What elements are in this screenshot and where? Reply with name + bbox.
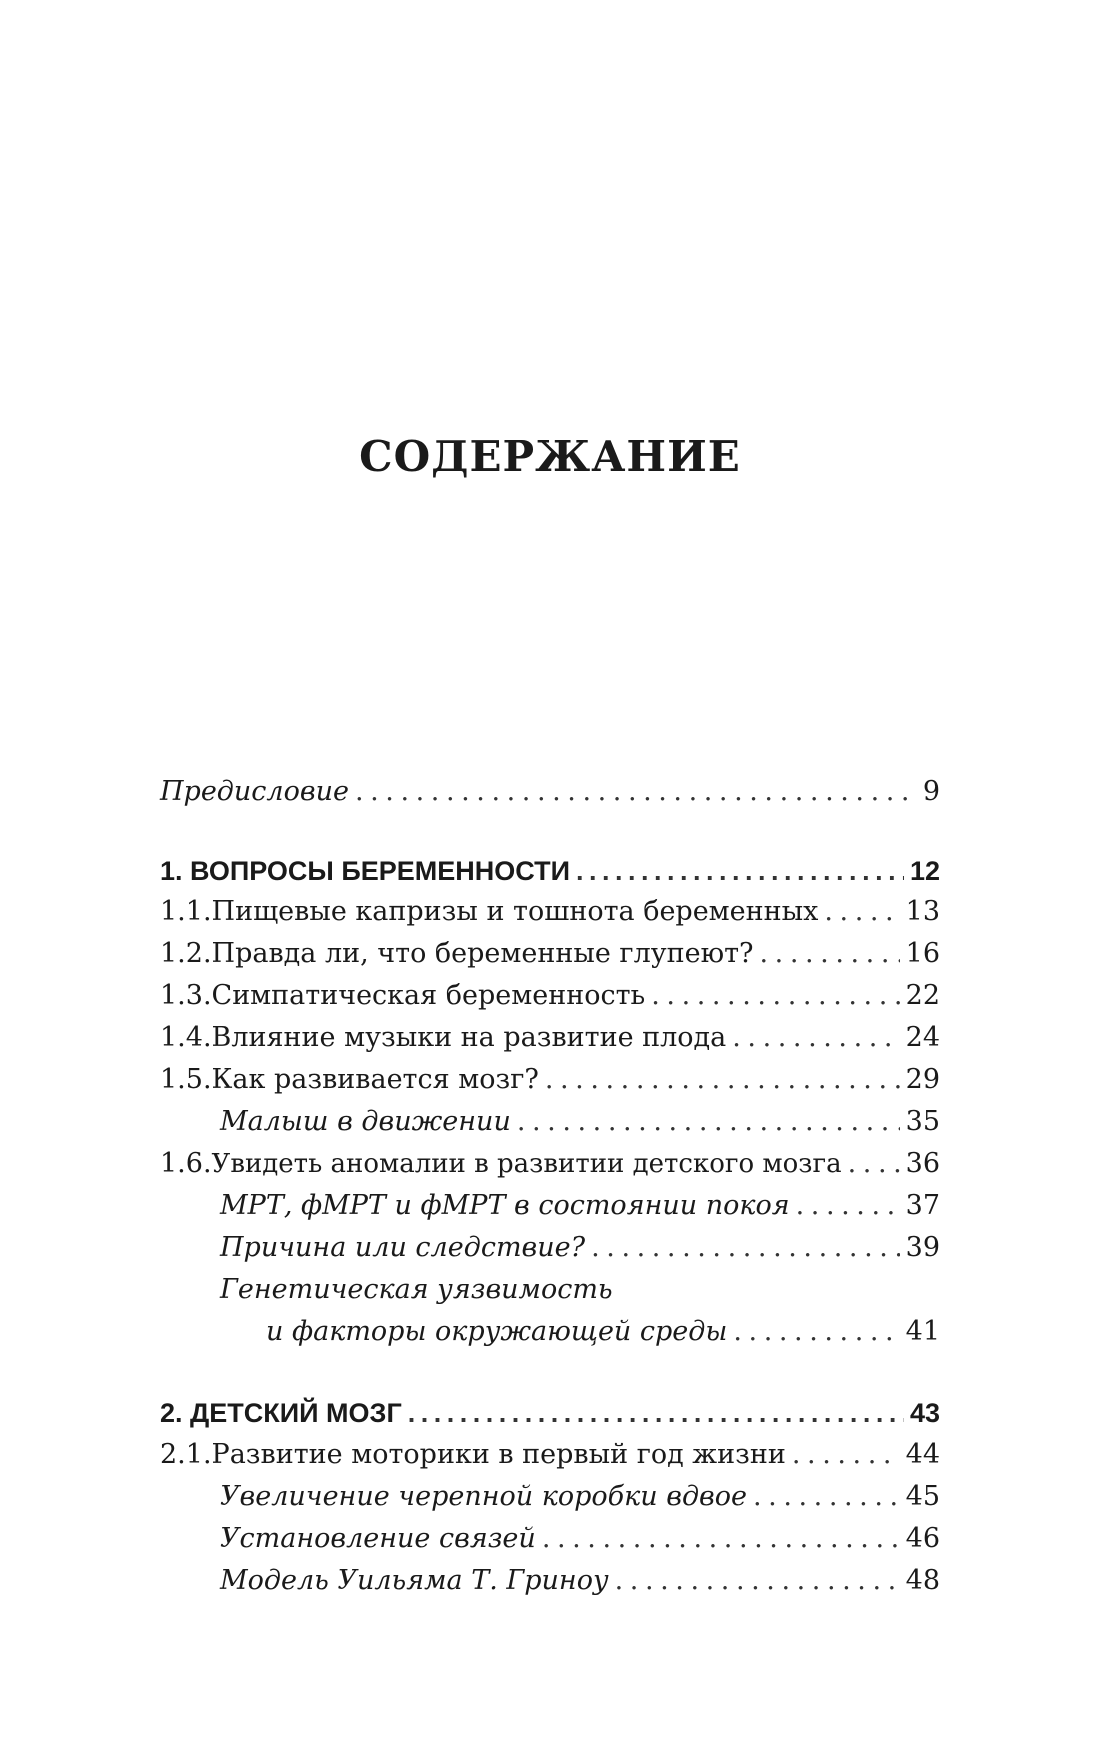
toc-subentry[interactable]	[220, 1564, 940, 1598]
leader-dots	[733, 1315, 899, 1349]
toc-entry-1-1[interactable]	[160, 895, 940, 929]
toc-page-number: 13	[905, 896, 940, 927]
toc-page-number: 43	[909, 1398, 940, 1428]
leader-dots	[615, 1564, 900, 1598]
toc-entry-label: 2. ДЕТСКИЙ МОЗГ	[160, 1398, 402, 1428]
toc-section-number: 1.1.	[160, 896, 212, 927]
toc-entry-preface[interactable]	[160, 775, 940, 809]
toc-entry-label: и факторы окружающей среды	[266, 1316, 728, 1347]
leader-dots	[796, 1189, 900, 1223]
toc-page-number: 48	[905, 1565, 940, 1596]
toc-page-number: 39	[905, 1232, 940, 1263]
toc-subentry[interactable]	[220, 1189, 940, 1223]
toc-entry-label: Увеличение черепной коробки вдвое	[220, 1481, 748, 1512]
toc-subentry[interactable]	[220, 1480, 940, 1514]
leader-dots	[651, 979, 899, 1013]
toc-page-number: 41	[905, 1316, 940, 1347]
toc-page-number: 29	[905, 1064, 940, 1095]
toc-entry-1-4[interactable]	[160, 1021, 940, 1055]
leader-dots	[355, 775, 917, 809]
toc-section-number: 1.5.	[160, 1064, 212, 1095]
leader-dots	[576, 854, 904, 888]
leader-dots	[732, 1021, 899, 1055]
toc-page-number: 35	[905, 1106, 940, 1137]
leader-dots	[792, 1438, 900, 1472]
toc-page-number: 22	[905, 980, 940, 1011]
toc-page-number: 36	[905, 1148, 940, 1179]
leader-dots	[591, 1231, 900, 1265]
toc-subentry[interactable]	[220, 1231, 940, 1265]
leader-dots	[517, 1105, 900, 1139]
toc-entry-label: Как развивается мозг?	[211, 1064, 539, 1095]
toc-section-number: 1.2.	[160, 938, 212, 969]
toc-entry-2-1[interactable]	[160, 1438, 940, 1472]
toc-entry-label: Предисловие	[160, 776, 349, 807]
toc-entry-label: Увидеть аномалии в развитии детского мозга	[211, 1149, 842, 1179]
toc-subentry-line-1[interactable]: Генетическая уязвимость	[220, 1274, 613, 1305]
toc-entry-label: Симпатическая беременность	[211, 980, 646, 1011]
toc-section-number: 1.4.	[160, 1022, 212, 1053]
toc-entry-label: Пищевые капризы и тошнота беременных	[211, 896, 819, 927]
toc-section-number: 2.1.	[160, 1439, 212, 1470]
leader-dots	[545, 1063, 900, 1097]
toc-entry-1-6[interactable]	[160, 1147, 940, 1181]
toc-entry-label: Влияние музыки на развитие плода	[211, 1022, 727, 1053]
toc-entry-label: Малыш в движении	[220, 1106, 511, 1137]
toc-entry-label: Причина или следствие?	[220, 1232, 586, 1263]
toc-page-number: 16	[905, 938, 940, 969]
toc-subentry[interactable]	[220, 1522, 940, 1556]
toc-page-number: 45	[905, 1481, 940, 1512]
page-title: СОДЕРЖАНИЕ	[359, 432, 741, 481]
toc-chapter-1[interactable]	[160, 854, 940, 888]
leader-dots	[542, 1522, 900, 1556]
toc-page-number: 12	[909, 856, 940, 886]
toc-subentry[interactable]	[266, 1315, 940, 1349]
toc-section-number: 1.3.	[160, 980, 212, 1011]
toc-chapter-2[interactable]	[160, 1396, 940, 1430]
toc-entry-label: МРТ, фМРТ и фМРТ в состоянии покоя	[220, 1190, 790, 1221]
toc-page-number: 24	[905, 1022, 940, 1053]
toc-entry-label: Правда ли, что беременные глупеют?	[211, 938, 754, 969]
leader-dots	[824, 895, 899, 929]
toc-subentry[interactable]	[220, 1105, 940, 1139]
toc-page-number: 9	[922, 776, 940, 807]
toc-entry-1-5[interactable]	[160, 1063, 940, 1097]
leader-dots	[848, 1147, 900, 1181]
leader-dots	[753, 1480, 900, 1514]
toc-entry-label: Развитие моторики в первый год жизни	[211, 1439, 786, 1470]
toc-entry-label: Модель Уильяма Т. Гриноу	[220, 1565, 609, 1596]
toc-page-number: 44	[905, 1439, 940, 1470]
toc-entry-1-3[interactable]	[160, 979, 940, 1013]
toc-entry-1-2[interactable]	[160, 937, 940, 971]
leader-dots	[408, 1396, 904, 1430]
leader-dots	[760, 937, 900, 971]
toc-entry-label: Установление связей	[220, 1523, 536, 1554]
toc-page-number: 46	[905, 1523, 940, 1554]
toc-section-number: 1.6.	[160, 1148, 212, 1179]
toc-entry-label: 1. ВОПРОСЫ БЕРЕМЕННОСТИ	[160, 856, 570, 886]
toc-page-number: 37	[905, 1190, 940, 1221]
